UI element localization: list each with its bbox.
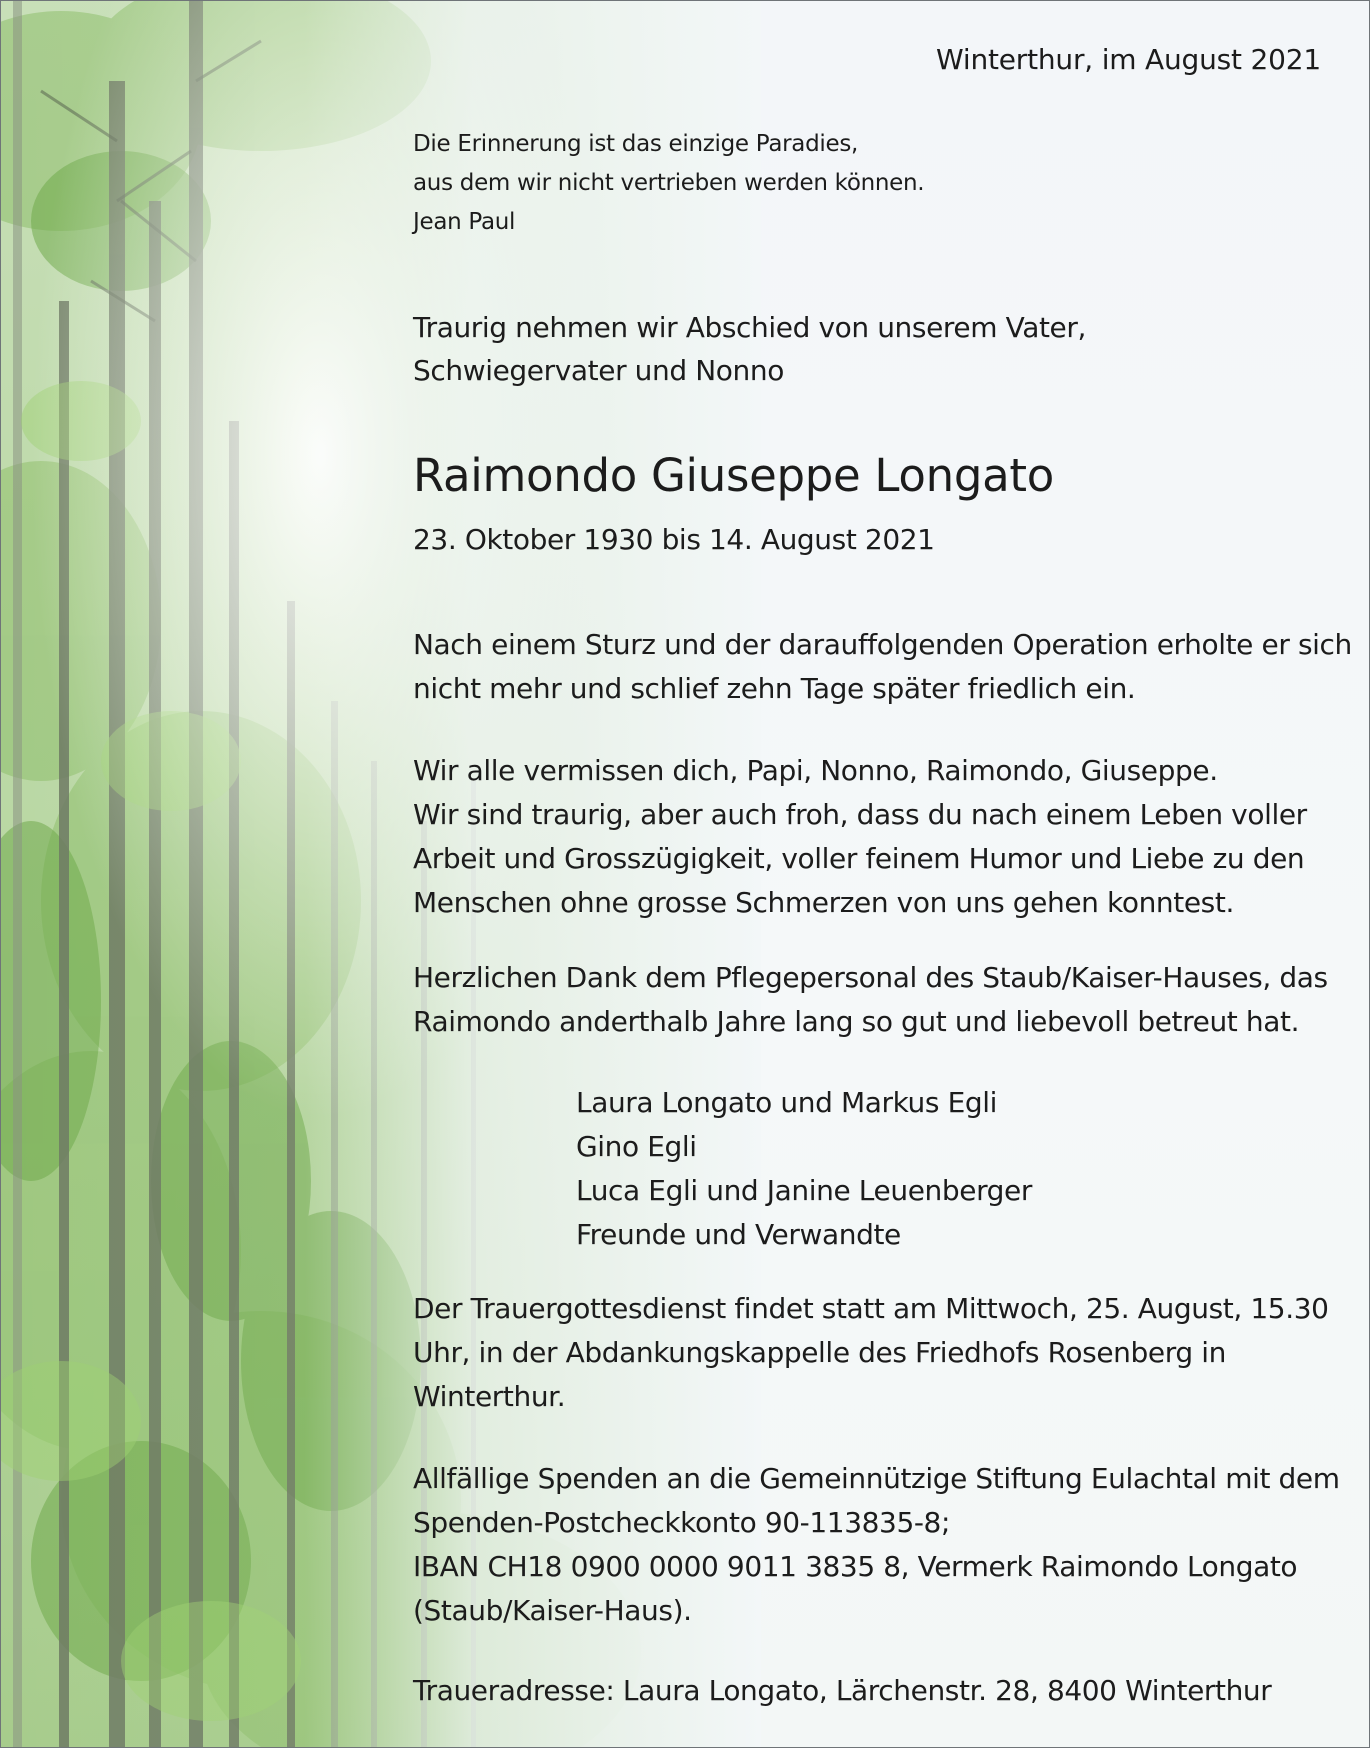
mourning-address: Traueradresse: Laura Longato, Lärchenstr. 28, 8400 Winterthur <box>413 1674 1272 1707</box>
intro-line: Schwiegervater und Nonno <box>413 354 784 387</box>
paragraph-line: Arbeit und Grosszügigkeit, voller feinem Humor und Liebe zu den <box>413 842 1305 875</box>
quote-line: Die Erinnerung ist das einzige Paradies, <box>413 131 859 157</box>
quote-author: Jean Paul <box>413 209 516 235</box>
service-info <box>413 1287 1329 1419</box>
paragraph-line: IBAN CH18 0900 0000 9011 3835 8, Vermerk Raimondo Longato <box>413 1550 1298 1583</box>
paragraph-line: Herzlichen Dank dem Pflegepersonal des Staub/Kaiser-Hauses, das <box>413 961 1328 994</box>
paragraph-line: Menschen ohne grosse Schmerzen von uns gehen konntest. <box>413 886 1234 919</box>
paragraph-line: Raimondo anderthalb Jahre lang so gut und liebevoll betreut hat. <box>413 1005 1300 1038</box>
life-dates: 23. Oktober 1930 bis 14. August 2021 <box>413 523 935 556</box>
paragraph-line: Wir alle vermissen dich, Papi, Nonno, Raimondo, Giuseppe. <box>413 754 1218 787</box>
paragraph-line: Allfällige Spenden an die Gemeinnützige Stiftung Eulachtal mit dem <box>413 1462 1340 1495</box>
paragraph-line: Uhr, in der Abdankungskappelle des Friedhofs Rosenberg in <box>413 1336 1226 1369</box>
quote-line: aus dem wir nicht vertrieben werden können. <box>413 170 925 196</box>
paragraph-line: Der Trauergottesdienst findet statt am Mittwoch, 25. August, 15.30 <box>413 1292 1329 1325</box>
deceased-name: Raimondo Giuseppe Longato <box>413 449 1054 502</box>
mourner-entry: Luca Egli und Janine Leuenberger <box>576 1174 1032 1207</box>
mourners-list <box>576 1081 1032 1257</box>
paragraph-line: Winterthur. <box>413 1380 566 1413</box>
paragraph-remembrance <box>413 749 1307 925</box>
paragraph-circumstances <box>413 623 1352 711</box>
paragraph-line: nicht mehr und schlief zehn Tage später friedlich ein. <box>413 672 1136 705</box>
place-date: Winterthur, im August 2021 <box>936 43 1321 76</box>
paragraph-line: Spenden-Postcheckkonto 90-113835-8; <box>413 1506 951 1539</box>
mourner-entry: Laura Longato und Markus Egli <box>576 1086 998 1119</box>
paragraph-line: (Staub/Kaiser-Haus). <box>413 1594 692 1627</box>
paragraph-line: Nach einem Sturz und der darauffolgenden Operation erholte er sich <box>413 628 1352 661</box>
intro-text <box>413 306 1086 392</box>
quote <box>413 125 924 242</box>
paragraph-thanks <box>413 956 1328 1044</box>
intro-line: Traurig nehmen wir Abschied von unserem Vater, <box>413 311 1086 344</box>
paragraph-line: Wir sind traurig, aber auch froh, dass du nach einem Leben voller <box>413 798 1307 831</box>
mourner-entry: Gino Egli <box>576 1130 697 1163</box>
donation-info <box>413 1457 1340 1633</box>
mourner-entry: Freunde und Verwandte <box>576 1218 901 1251</box>
